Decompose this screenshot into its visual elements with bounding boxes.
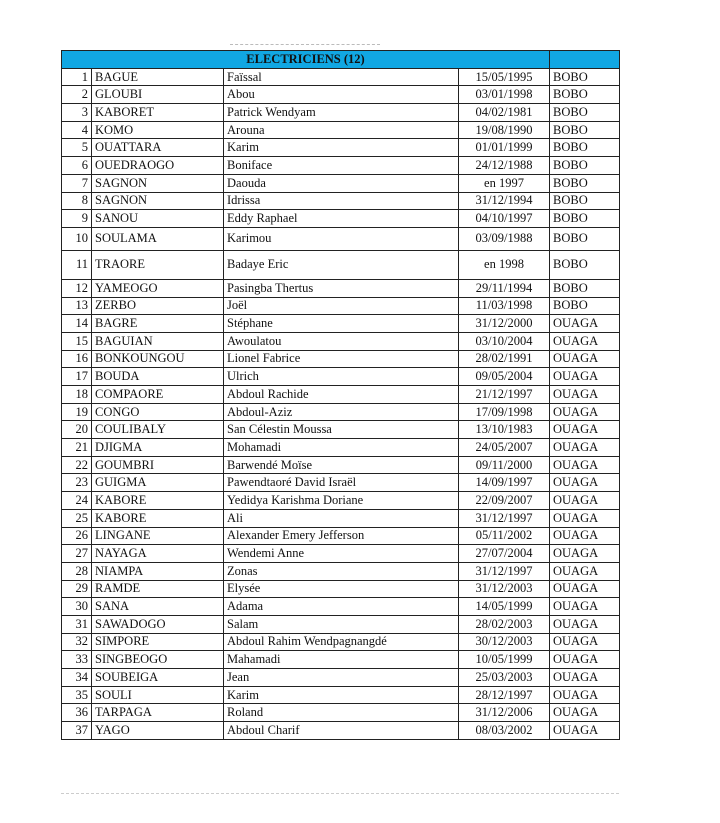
row-number: 18 (62, 386, 92, 404)
birth-date-cell: 13/10/1983 (459, 421, 550, 439)
last-name-cell: YAGO (92, 722, 224, 740)
last-name-cell: LINGANE (92, 527, 224, 545)
row-number: 6 (62, 157, 92, 175)
electricians-table (61, 50, 620, 740)
site-cell: BOBO (550, 279, 620, 297)
last-name-cell: SAGNON (92, 192, 224, 210)
birth-date-cell: 04/10/1997 (459, 210, 550, 228)
first-name-cell: Yedidya Karishma Doriane (224, 492, 459, 510)
site-cell: OUAGA (550, 509, 620, 527)
row-number: 34 (62, 669, 92, 687)
table-row (62, 368, 620, 386)
birth-date-cell: 15/05/1995 (459, 68, 550, 86)
row-number: 31 (62, 615, 92, 633)
row-number: 32 (62, 633, 92, 651)
table-row (62, 439, 620, 457)
last-name-cell: BAGUE (92, 68, 224, 86)
last-name-cell: SIMPORE (92, 633, 224, 651)
last-name-cell: KABORET (92, 104, 224, 122)
birth-date-cell: 03/01/1998 (459, 86, 550, 104)
row-number: 1 (62, 68, 92, 86)
last-name-cell: SAWADOGO (92, 615, 224, 633)
table-row (62, 669, 620, 687)
last-name-cell: YAMEOGO (92, 279, 224, 297)
birth-date-cell: 09/05/2004 (459, 368, 550, 386)
row-number: 15 (62, 332, 92, 350)
birth-date-cell: 04/02/1981 (459, 104, 550, 122)
birth-date-cell: 21/12/1997 (459, 386, 550, 404)
birth-date-cell: 31/12/1997 (459, 562, 550, 580)
first-name-cell: Abdoul-Aziz (224, 403, 459, 421)
birth-date-cell: 31/12/2006 (459, 704, 550, 722)
site-cell: BOBO (550, 227, 620, 250)
first-name-cell: Jean (224, 669, 459, 687)
first-name-cell: Elysée (224, 580, 459, 598)
site-cell: OUAGA (550, 580, 620, 598)
first-name-cell: Joël (224, 297, 459, 315)
table-row (62, 121, 620, 139)
last-name-cell: GOUMBRI (92, 456, 224, 474)
first-name-cell: Eddy Raphael (224, 210, 459, 228)
birth-date-cell: 29/11/1994 (459, 279, 550, 297)
table-row (62, 86, 620, 104)
top-guide-line (230, 38, 380, 45)
site-cell: OUAGA (550, 722, 620, 740)
first-name-cell: Stéphane (224, 315, 459, 333)
row-number: 20 (62, 421, 92, 439)
site-cell: BOBO (550, 250, 620, 279)
last-name-cell: BOUDA (92, 368, 224, 386)
table-header-row (62, 51, 620, 69)
first-name-cell: Karim (224, 686, 459, 704)
last-name-cell: KABORE (92, 492, 224, 510)
table-row (62, 492, 620, 510)
first-name-cell: Faïssal (224, 68, 459, 86)
row-number: 19 (62, 403, 92, 421)
last-name-cell: OUEDRAOGO (92, 157, 224, 175)
site-cell: OUAGA (550, 474, 620, 492)
row-number: 25 (62, 509, 92, 527)
first-name-cell: Salam (224, 615, 459, 633)
row-number: 17 (62, 368, 92, 386)
table-row (62, 174, 620, 192)
site-cell: OUAGA (550, 403, 620, 421)
birth-date-cell: 10/05/1999 (459, 651, 550, 669)
birth-date-cell: 31/12/2003 (459, 580, 550, 598)
site-cell: OUAGA (550, 456, 620, 474)
row-number: 5 (62, 139, 92, 157)
birth-date-cell: 28/02/2003 (459, 615, 550, 633)
first-name-cell: Mahamadi (224, 651, 459, 669)
last-name-cell: SINGBEOGO (92, 651, 224, 669)
table-row (62, 474, 620, 492)
site-cell: OUAGA (550, 545, 620, 563)
row-number: 7 (62, 174, 92, 192)
table-row (62, 227, 620, 250)
first-name-cell: Arouna (224, 121, 459, 139)
last-name-cell: SANOU (92, 210, 224, 228)
site-cell: BOBO (550, 104, 620, 122)
birth-date-cell: 30/12/2003 (459, 633, 550, 651)
birth-date-cell: 28/02/1991 (459, 350, 550, 368)
birth-date-cell: 03/10/2004 (459, 332, 550, 350)
site-cell: BOBO (550, 139, 620, 157)
first-name-cell: Daouda (224, 174, 459, 192)
last-name-cell: SOULI (92, 686, 224, 704)
birth-date-cell: 01/01/1999 (459, 139, 550, 157)
table-header-spacer (550, 51, 620, 69)
row-number: 21 (62, 439, 92, 457)
row-number: 33 (62, 651, 92, 669)
last-name-cell: KOMO (92, 121, 224, 139)
first-name-cell: Barwendé Moïse (224, 456, 459, 474)
birth-date-cell: 31/12/1997 (459, 509, 550, 527)
first-name-cell: Karim (224, 139, 459, 157)
site-cell: BOBO (550, 86, 620, 104)
first-name-cell: Badaye Eric (224, 250, 459, 279)
first-name-cell: Boniface (224, 157, 459, 175)
site-cell: OUAGA (550, 439, 620, 457)
table-row (62, 615, 620, 633)
site-cell: OUAGA (550, 492, 620, 510)
first-name-cell: Idrissa (224, 192, 459, 210)
table-row (62, 210, 620, 228)
table-row (62, 250, 620, 279)
table-row (62, 704, 620, 722)
table-row (62, 403, 620, 421)
birth-date-cell: 03/09/1988 (459, 227, 550, 250)
last-name-cell: NIAMPA (92, 562, 224, 580)
birth-date-cell: 14/09/1997 (459, 474, 550, 492)
row-number: 26 (62, 527, 92, 545)
first-name-cell: Awoulatou (224, 332, 459, 350)
birth-date-cell: 08/03/2002 (459, 722, 550, 740)
last-name-cell: DJIGMA (92, 439, 224, 457)
site-cell: OUAGA (550, 421, 620, 439)
last-name-cell: SOUBEIGA (92, 669, 224, 687)
first-name-cell: Ulrich (224, 368, 459, 386)
table-row (62, 509, 620, 527)
site-cell: OUAGA (550, 386, 620, 404)
last-name-cell: BONKOUNGOU (92, 350, 224, 368)
site-cell: BOBO (550, 210, 620, 228)
row-number: 23 (62, 474, 92, 492)
first-name-cell: Wendemi Anne (224, 545, 459, 563)
last-name-cell: COMPAORE (92, 386, 224, 404)
table-row (62, 686, 620, 704)
first-name-cell: Mohamadi (224, 439, 459, 457)
table-row (62, 332, 620, 350)
first-name-cell: Pawendtaoré David Israël (224, 474, 459, 492)
row-number: 27 (62, 545, 92, 563)
first-name-cell: Ali (224, 509, 459, 527)
table-row (62, 139, 620, 157)
last-name-cell: BAGUIAN (92, 332, 224, 350)
first-name-cell: San Célestin Moussa (224, 421, 459, 439)
table-row (62, 722, 620, 740)
first-name-cell: Abdoul Charif (224, 722, 459, 740)
birth-date-cell: 31/12/2000 (459, 315, 550, 333)
row-number: 29 (62, 580, 92, 598)
table-row (62, 562, 620, 580)
table-row (62, 350, 620, 368)
bottom-guide-line (61, 793, 619, 800)
last-name-cell: TARPAGA (92, 704, 224, 722)
table-row (62, 315, 620, 333)
site-cell: OUAGA (550, 651, 620, 669)
site-cell: BOBO (550, 68, 620, 86)
first-name-cell: Abdoul Rachide (224, 386, 459, 404)
site-cell: OUAGA (550, 598, 620, 616)
table-row (62, 580, 620, 598)
site-cell: OUAGA (550, 615, 620, 633)
table-row (62, 104, 620, 122)
row-number: 9 (62, 210, 92, 228)
birth-date-cell: 25/03/2003 (459, 669, 550, 687)
row-number: 2 (62, 86, 92, 104)
site-cell: OUAGA (550, 350, 620, 368)
birth-date-cell: 09/11/2000 (459, 456, 550, 474)
row-number: 35 (62, 686, 92, 704)
last-name-cell: SANA (92, 598, 224, 616)
first-name-cell: Lionel Fabrice (224, 350, 459, 368)
last-name-cell: RAMDE (92, 580, 224, 598)
site-cell: BOBO (550, 297, 620, 315)
birth-date-cell: 14/05/1999 (459, 598, 550, 616)
table-row (62, 633, 620, 651)
row-number: 22 (62, 456, 92, 474)
table-row (62, 279, 620, 297)
last-name-cell: BAGRE (92, 315, 224, 333)
site-cell: OUAGA (550, 686, 620, 704)
row-number: 3 (62, 104, 92, 122)
row-number: 36 (62, 704, 92, 722)
table-row (62, 545, 620, 563)
row-number: 13 (62, 297, 92, 315)
last-name-cell: ZERBO (92, 297, 224, 315)
first-name-cell: Alexander Emery Jefferson (224, 527, 459, 545)
first-name-cell: Karimou (224, 227, 459, 250)
row-number: 28 (62, 562, 92, 580)
last-name-cell: CONGO (92, 403, 224, 421)
site-cell: OUAGA (550, 332, 620, 350)
first-name-cell: Roland (224, 704, 459, 722)
first-name-cell: Patrick Wendyam (224, 104, 459, 122)
birth-date-cell: 28/12/1997 (459, 686, 550, 704)
table-title: ELECTRICIENS (12) (62, 51, 550, 69)
last-name-cell: GUIGMA (92, 474, 224, 492)
row-number: 16 (62, 350, 92, 368)
birth-date-cell: en 1997 (459, 174, 550, 192)
row-number: 10 (62, 227, 92, 250)
birth-date-cell: 05/11/2002 (459, 527, 550, 545)
table-row (62, 68, 620, 86)
birth-date-cell: 24/12/1988 (459, 157, 550, 175)
first-name-cell: Zonas (224, 562, 459, 580)
birth-date-cell: 11/03/1998 (459, 297, 550, 315)
table-row (62, 157, 620, 175)
last-name-cell: TRAORE (92, 250, 224, 279)
birth-date-cell: en 1998 (459, 250, 550, 279)
birth-date-cell: 31/12/1994 (459, 192, 550, 210)
table-body (62, 68, 620, 739)
table-row (62, 651, 620, 669)
first-name-cell: Abou (224, 86, 459, 104)
row-number: 30 (62, 598, 92, 616)
last-name-cell: GLOUBI (92, 86, 224, 104)
last-name-cell: NAYAGA (92, 545, 224, 563)
birth-date-cell: 22/09/2007 (459, 492, 550, 510)
site-cell: BOBO (550, 174, 620, 192)
table-row (62, 598, 620, 616)
birth-date-cell: 17/09/1998 (459, 403, 550, 421)
last-name-cell: KABORE (92, 509, 224, 527)
table-row (62, 456, 620, 474)
row-number: 11 (62, 250, 92, 279)
row-number: 37 (62, 722, 92, 740)
row-number: 8 (62, 192, 92, 210)
table-row (62, 297, 620, 315)
site-cell: OUAGA (550, 527, 620, 545)
birth-date-cell: 27/07/2004 (459, 545, 550, 563)
row-number: 12 (62, 279, 92, 297)
row-number: 14 (62, 315, 92, 333)
site-cell: OUAGA (550, 633, 620, 651)
table-row (62, 386, 620, 404)
last-name-cell: COULIBALY (92, 421, 224, 439)
birth-date-cell: 19/08/1990 (459, 121, 550, 139)
last-name-cell: SAGNON (92, 174, 224, 192)
row-number: 4 (62, 121, 92, 139)
birth-date-cell: 24/05/2007 (459, 439, 550, 457)
last-name-cell: SOULAMA (92, 227, 224, 250)
row-number: 24 (62, 492, 92, 510)
site-cell: OUAGA (550, 368, 620, 386)
table-row (62, 192, 620, 210)
first-name-cell: Pasingba Thertus (224, 279, 459, 297)
site-cell: BOBO (550, 192, 620, 210)
site-cell: OUAGA (550, 704, 620, 722)
first-name-cell: Abdoul Rahim Wendpagnangdé (224, 633, 459, 651)
site-cell: BOBO (550, 157, 620, 175)
site-cell: OUAGA (550, 669, 620, 687)
site-cell: OUAGA (550, 562, 620, 580)
last-name-cell: OUATTARA (92, 139, 224, 157)
table-row (62, 527, 620, 545)
table-row (62, 421, 620, 439)
first-name-cell: Adama (224, 598, 459, 616)
site-cell: BOBO (550, 121, 620, 139)
site-cell: OUAGA (550, 315, 620, 333)
